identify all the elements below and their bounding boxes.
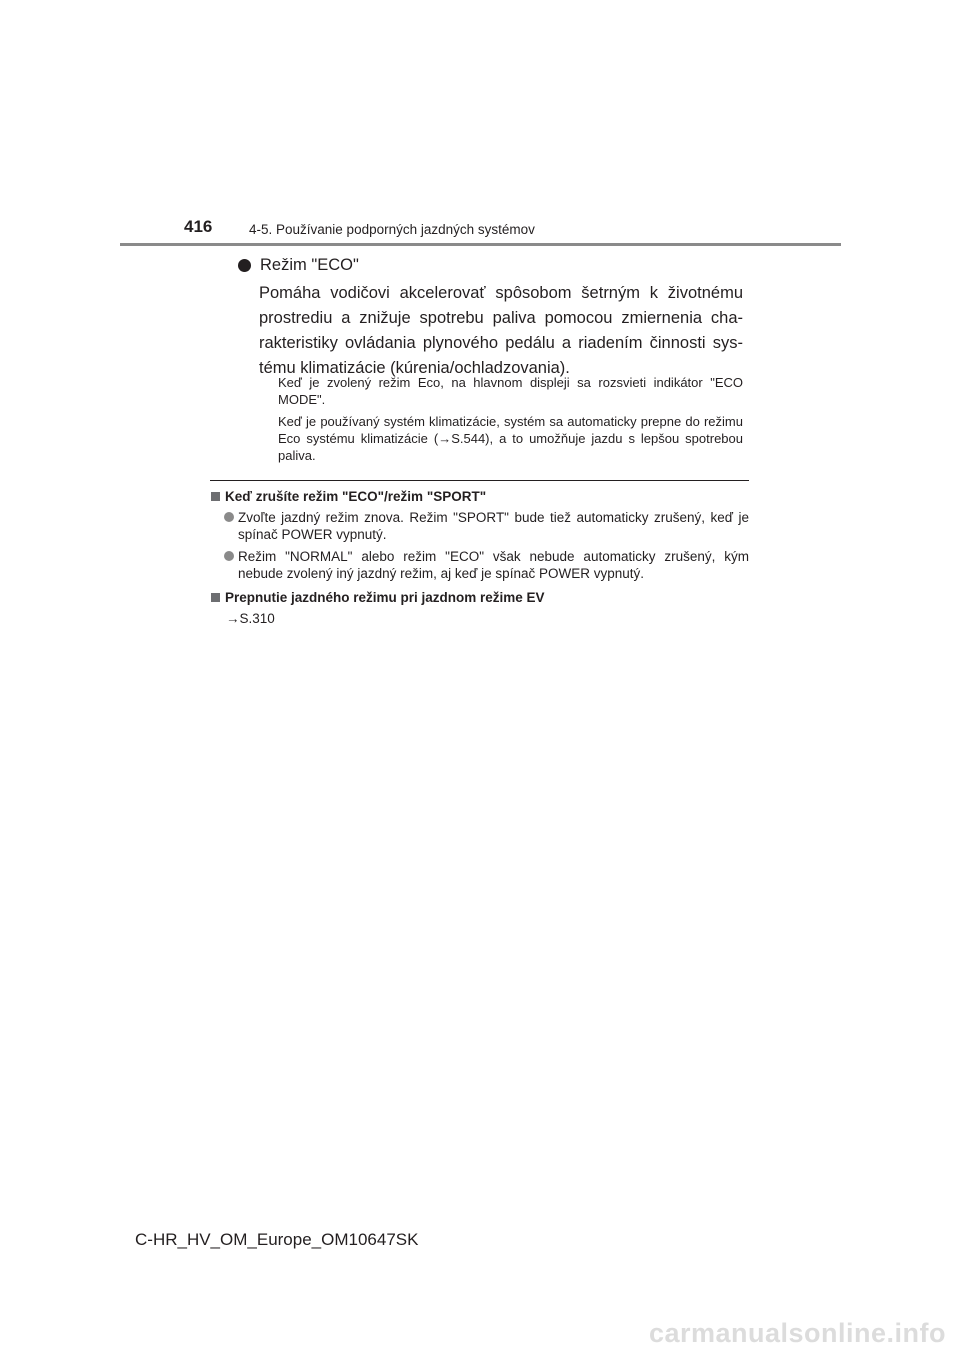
ev-section-heading bbox=[211, 590, 545, 605]
square-bullet-icon bbox=[211, 593, 220, 602]
section-divider bbox=[210, 480, 749, 481]
eco-mode-description: Pomáha vodičovi akcelerovať spôsobom šetrným k životnému prostrediu a znižuje spotrebu paliva pomocou zmiernenia cha-rakteristiky ovládania plynového pedálu a riadením činnosti sys-tému klimatizácie (kúrenia/ochladzovania). bbox=[259, 284, 743, 377]
ev-section-heading-text: Prepnutie jazdného režimu pri jazdnom režime EV bbox=[225, 590, 545, 605]
cancel-section-heading bbox=[211, 489, 486, 504]
circle-bullet-icon bbox=[224, 551, 234, 561]
eco-mode-note-1: Keď je zvolený režim Eco, na hlavnom displeji sa rozsvieti indikátor "ECO MODE". bbox=[278, 375, 743, 407]
ev-section-reference: →S.310 bbox=[226, 611, 275, 626]
cancel-item-2 bbox=[224, 548, 749, 582]
footer-doc-code: C-HR_HV_OM_Europe_OM10647SK bbox=[135, 1230, 419, 1249]
cancel-item-2-text: Režim "NORMAL" alebo režim "ECO" však nebude automaticky zrušený, kým nebude zvolený iný jazdný režim, aj keď je spínač POWER vypnutý. bbox=[238, 549, 749, 581]
eco-mode-heading-text: Režim "ECO" bbox=[260, 256, 359, 274]
header-rule bbox=[120, 243, 841, 246]
eco-mode-heading bbox=[238, 256, 359, 275]
cancel-section-heading-text: Keď zrušíte režim "ECO"/režim "SPORT" bbox=[225, 489, 487, 504]
eco-mode-note-2: Keď je používaný systém klimatizácie, systém sa automaticky prepne do režimu Eco systému klimatizácie (→S.544), a to umožňuje jazdu s lepšou spotrebou paliva. bbox=[278, 414, 743, 463]
cancel-item-1-text: Zvoľte jazdný režim znova. Režim "SPORT" bude tiež automaticky zrušený, keď je spínač POWER vypnutý. bbox=[238, 510, 749, 542]
page-number: 416 bbox=[184, 217, 213, 236]
bullet-icon bbox=[238, 259, 251, 272]
square-bullet-icon bbox=[211, 492, 220, 501]
circle-bullet-icon bbox=[224, 512, 234, 522]
watermark: carmanualsonline.info bbox=[648, 1318, 946, 1348]
section-title: 4-5. Používanie podporných jazdných systémov bbox=[249, 222, 535, 237]
cancel-item-1 bbox=[224, 509, 749, 543]
